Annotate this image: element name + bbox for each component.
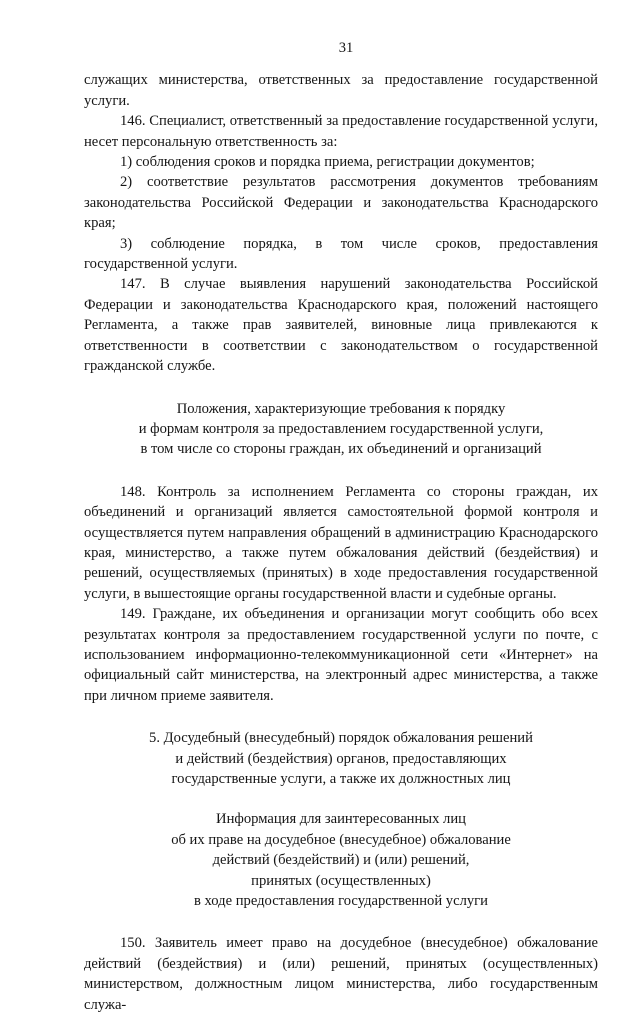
paragraph-146: 146. Специалист, ответственный за предоставление государственной услуги, несет персональную ответственность за: [84, 113, 598, 150]
section-heading-appeal [84, 728, 598, 789]
heading-line: действий (бездействий) и (или) решений, [212, 852, 470, 869]
heading-line: Информация для заинтересованных лиц [216, 811, 466, 828]
heading-line: принятых (осуществленных) [251, 872, 431, 889]
heading-line: в ходе предоставления государственной услуги [194, 893, 488, 910]
heading-line: в том числе со стороны граждан, их объединений и организаций [140, 441, 542, 458]
heading-line: 5. Досудебный (внесудебный) порядок обжалования решений [149, 730, 533, 747]
heading-line: государственные услуги, а также их должностных лиц [171, 771, 511, 787]
paragraph-146-item-3: 3) соблюдение порядка, в том числе сроков, предоставления государственной услуги. [84, 235, 598, 273]
paragraph-147: 147. В случае выявления нарушений законодательства Российской Федерации и законодательства Краснодарского края, положений настоящего Регламента, а также прав заявителей, виновные лица привлекаются к ответственности в соответствии с законодательством о государственной гражданской службе. [84, 276, 598, 375]
heading-line: Положения, характеризующие требования к порядку [176, 400, 506, 417]
document-page [84, 38, 598, 1015]
paragraph-148: 148. Контроль за исполнением Регламента со стороны граждан, их объединений и организаций является самостоятельной формой контроля и осуществляется путем направления обращений в администрацию Краснодарского края, министерство, а также путем обжалования действий (бездействия) и решений, осуществляемых (принятых) в ходе предоставления государственной услуги, в вышестоящие органы государственной власти и судебные органы. [84, 483, 598, 602]
page-number: 31 [338, 40, 354, 56]
paragraph-146-item-1: 1) соблюдения сроков и порядка приема, регистрации документов; [120, 154, 535, 171]
subsection-heading-information [84, 809, 598, 911]
paragraph-146-item-2: 2) соответствие результатов рассмотрения документов требованиям законодательства Российской Федерации и законодательства Краснодарского края; [84, 174, 598, 232]
heading-line: об их праве на досудебное (внесудебное) обжалование [171, 831, 511, 848]
heading-line: и формам контроля за предоставлением государственной услуги, [138, 420, 544, 437]
paragraph-continuation: служащих министерства, ответственных за предоставление государственной услуги. [84, 72, 598, 109]
section-heading-control [84, 399, 598, 460]
heading-line: и действий (бездействия) органов, предоставляющих [175, 750, 507, 767]
paragraph-149: 149. Граждане, их объединения и организации могут сообщить обо всех результатах контроля за предоставлением государственной услуги по почте, с использованием информационно-телекоммуникационной сети «Интернет» на официальный сайт министерства, на электронный адрес министерства, а также при личном приеме заявителя. [84, 606, 598, 704]
paragraph-150: 150. Заявитель имеет право на досудебное (внесудебное) обжалование действий (бездействия) и (или) решений, принятых (осуществленных) министерством, должностным лицом министерства, либо государственным служа- [84, 935, 598, 1013]
